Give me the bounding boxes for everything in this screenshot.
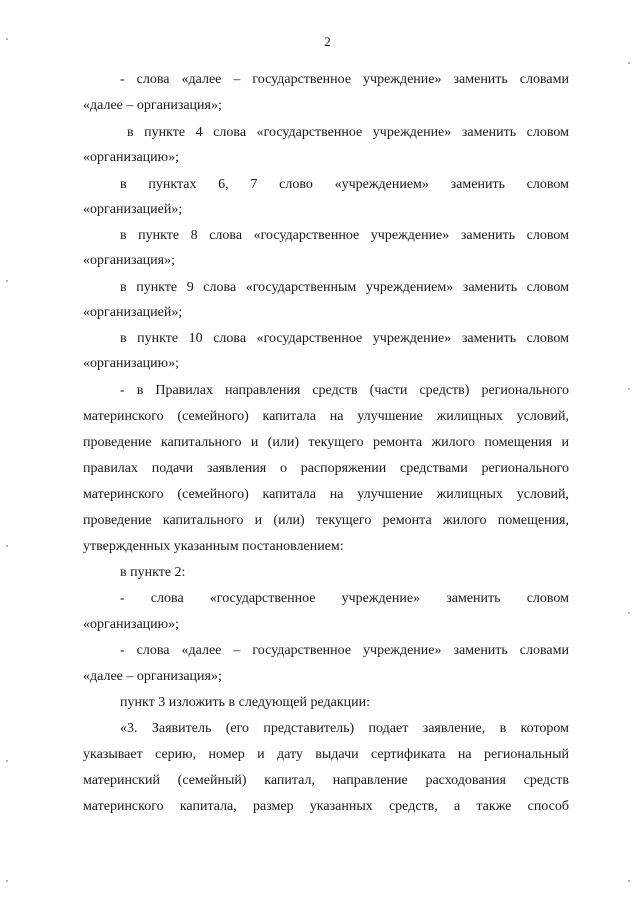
text-line: материнского капитала, размер указанных средств, а также способ	[83, 799, 569, 814]
text-line: в пункте 8 слова «государственное учреждение» заменить словом	[120, 228, 569, 243]
text-line: проведение капитального и (или) текущего ремонта жилого помещения и	[83, 435, 569, 450]
text-line: «организацией»;	[83, 202, 183, 217]
text-line: - в Правилах направления средств (части средств) регионального	[120, 383, 569, 398]
text-line: «далее – организация»;	[83, 98, 222, 113]
scan-speck	[6, 880, 8, 882]
scan-speck	[628, 612, 630, 614]
text-line: материнского (семейного) капитала на улучшение жилищных условий,	[83, 487, 569, 502]
text-line: в пункте 10 слова «государственное учреждение» заменить словом	[120, 331, 569, 346]
text-line: указывает серию, номер и дату выдачи сертификата на региональный	[83, 747, 569, 762]
text-line: «3. Заявитель (его представитель) подает заявление, в котором	[120, 721, 569, 736]
text-line: в пункте 4 слова «государственное учреждение» заменить словом	[127, 125, 569, 140]
scan-speck	[6, 760, 8, 762]
text-line: «организацию»;	[83, 617, 180, 632]
text-line: «организацией»;	[83, 305, 183, 320]
text-line: в пункте 2:	[120, 565, 186, 580]
text-line: материнского (семейного) капитала на улучшение жилищных условий,	[83, 409, 569, 424]
text-line: - слова «далее – государственное учреждение» заменить словами	[120, 72, 569, 87]
text-line: «организацию»;	[83, 356, 180, 371]
scan-speck	[628, 388, 630, 390]
scan-speck	[628, 880, 630, 882]
scan-speck	[628, 62, 630, 64]
scan-speck	[6, 545, 8, 547]
text-line: «далее – организация»;	[83, 669, 222, 684]
scan-speck	[6, 38, 8, 40]
text-line: материнский (семейный) капитал, направление расходования средств	[83, 773, 569, 788]
text-line: в пунктах 6, 7 слово «учреждением» заменить словом	[120, 177, 569, 192]
page-number: 2	[324, 34, 331, 49]
text-line: проведение капитального и (или) текущего ремонта жилого помещения,	[83, 513, 569, 528]
text-line: «организацию»;	[83, 150, 180, 165]
text-line: правилах подачи заявления о распоряжении средствами регионального	[83, 461, 569, 476]
text-line: - слова «государственное учреждение» заменить словом	[120, 591, 569, 606]
text-line: «организация»;	[83, 253, 175, 268]
scan-speck	[6, 280, 8, 282]
text-line: в пункте 9 слова «государственным учреждением» заменить словом	[120, 280, 569, 295]
text-line: - слова «далее – государственное учреждение» заменить словами	[120, 643, 569, 658]
text-line: утвержденных указанным постановлением:	[83, 539, 344, 554]
text-line: пункт 3 изложить в следующей редакции:	[120, 695, 370, 710]
